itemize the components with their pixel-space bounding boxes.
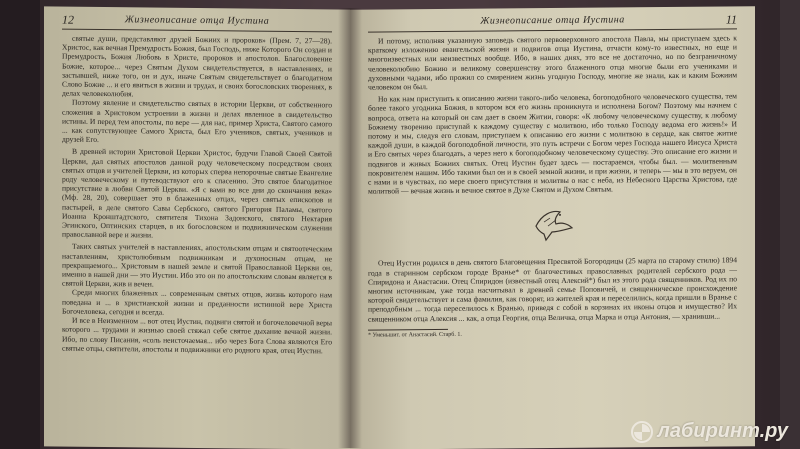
right-running-title: Жизнеописание отца Иустина (480, 14, 625, 27)
right-page-text (368, 33, 737, 196)
watermark-text: лабиринт.ру (657, 420, 788, 442)
right-paragraph: И потому, исполняя указанную заповедь святого первоверховного апостола Павла, мы приступаем здесь к краткому изложению евангельской жизни и подвигов отца Иустина, отчасти кому-то известных, но еще и многоизвестных или неизвестных вообще. Ибо, в наших днях, это все не достаточно, но по безграничному человеколюбию Божию и великому совершенству этого блаженного отца многие были его учениками и духовными чадами, ибо прожил со смирением жизнь угодную Господу, многие же знали, как и каким Божиим человеком он был. (368, 33, 737, 92)
book-gutter (338, 8, 362, 448)
right-page-header (368, 10, 737, 31)
left-page-text (62, 34, 332, 356)
left-paragraph: святые души, представляют друзей Божиих и пророков» (Прем. 7, 27—28). Христос, как вечная Премудрость Божия, был Господь, ниже Которого Он создан и Премудрость, Божия Любовь в Христе, пророков и апостолов. Благословение Божие, которое... через Святым Духом свидетельствуется, в наставлениях, и застывшей, ниже того, он и дух, иначе Святым свидетельствует о благодатном Слово Божие ... и его явиться в жизни и трудах, и своих богословских творениях, в делах человеколюбия. (62, 33, 332, 99)
left-page (44, 6, 350, 449)
right-page-number: 11 (725, 12, 737, 27)
left-running-title: Жизнеописание отца Иустина (124, 14, 270, 27)
left-paragraph: В древней истории Христовой Церкви Христос, будучи Главой Своей Святой Церкви, дал святых апостолов данной роду человеческому посредством своих святых отцов и учителей Церкви, из которых сперва непорочные святые Евангелие роду человеческому и путеводствуют его к спасению. Это святое благодатное присутствие в любви Святой Церкви. «Я с вами во все дни до скончания века» (Мф. 28, 20), совершает это в блаженных отцах, через святых епископов и пастырей, в деле святого Савы Сербского, святого Григория Паламы, святого Иоанна Кронштадтского, святителя Тихона Задонского, святого Нектария Эгинского, Оптинских старцев, в их богословском и подвижническом служении православной вере и жизни. (62, 147, 332, 240)
book-cover-edge-left (0, 0, 40, 449)
footnote-rule (368, 329, 448, 331)
left-page-header (62, 11, 332, 32)
left-paragraph: Среди многих блаженных ... современным святых отцов, жизнь которого нам поведана и ... в христианской жизни и преданности истинной вере Христа Богочеловека, сегодня и всегда. (62, 288, 332, 317)
right-page-text-lower (368, 256, 737, 324)
right-page (350, 6, 755, 449)
left-paragraph: Поэтому явление и свидетельство святых в истории Церкви, от собственного сложения в Христовом устроении в жизни и делах явленное в свидетельство истины. И перед тем апостолы, по вере — для нас, пример Христа, Святого самого ... как сопутствующее Самого Христа, был Его учеников, святых, учеников и друзей Его. (62, 98, 332, 145)
left-paragraph: Таких святых учителей в наставлениях, апостольским отцам и святоотеческим наставлениям, христолюбивым подвижникам и духоносным отцам, не прекращаемого... Христовым в нашей земле и святой Православной Церкви он, именно в нашей дни — это Иустин. Ибо это он по апостольским словам является в святой Церкви, жив и вечен. (62, 242, 332, 289)
left-paragraph: И все в Неизменном ... вот отец Иустин, подвиги святой и богочеловечной веры которого ... трудами и жизнью своей стяжал себе святое дыхание вечной жизни. Ибо, по слову Писания, «соль неисточаемая... ибо через Бога Слова являются Его святые отцы, святители, апостолы и подвижники его родного края, отец Иустин. (62, 315, 332, 356)
labirint-logo-icon (631, 421, 653, 443)
right-paragraph: Но как нам приступить к описанию жизни такого-либо человека, богоподобного человеческого существа, тем более такого угодника Божия, в котором вся его жизнь проникнута и исполнена Богом? Поэтому мы начнем с вопроса, ответа на который он сам дает в своем Житии, говоря: «К любому человеческому существу, к любому Божиему творению приступай к каждому существу с молитвою, ибо только Господу ведома его жизнь!» И потому и мы, следуя его словам, приступаем к описанию его жизни с молитвою в сердце, как святое житие каждой души, в каждой богоподобной личности, это путь встречи с Богом через Господа нашего Иисуса Христа и Его святых через благодать, а через него к богоподобному человеческому существу. Это описание его жизни и подвигов и живых Божиих святых. Отец Иустин будет здесь — постараемся, чтобы был. — молитвенным покровителем нашим. Ибо такими был он и в своей земной жизни, и при жизни, и теперь — мы в это веруем, он с нами и в чувствах, по мере своего присутствия и молитвы о нас с неба, из Небесного Царства Христова, где молитвой — вечная жизнь и вечное святое в Духе Святом и Духом Святым. (368, 91, 737, 196)
watermark (631, 420, 788, 443)
book-cover-edge-right (780, 0, 800, 449)
footnote: * Уменьшит. от Анастасий. Старб. 1. (368, 331, 462, 339)
dove-ornament-icon (350, 203, 755, 252)
right-paragraph: Отец Иустин родился в день святого Благовещения Пресвятой Богородицы (25 марта по старому стилю) 1894 года в старинном сербском городе Вранье* от благочестивых православных родителей сербского рода — Спиридона и Анастасии. Отец Спиридон (известный отец Алексий*) был из этого рода священников. Род их по многим источникам, уже тогда насчитывал в древней семье Поповичей, и священническое происхождение которой свидетельствует и сама фамилия, как говорят, из жителей края и переселились, когда пришли в Вранье с преподобным ... тогда переселилось к Вранью, приведя с собой в корзинах их иконы отцов и имущество? Их священником отца Алексия ... как, а отца Георгия, отца Величка, отца Марка и отца Антония, — хранивши... (368, 255, 737, 324)
left-page-number: 12 (62, 12, 74, 27)
